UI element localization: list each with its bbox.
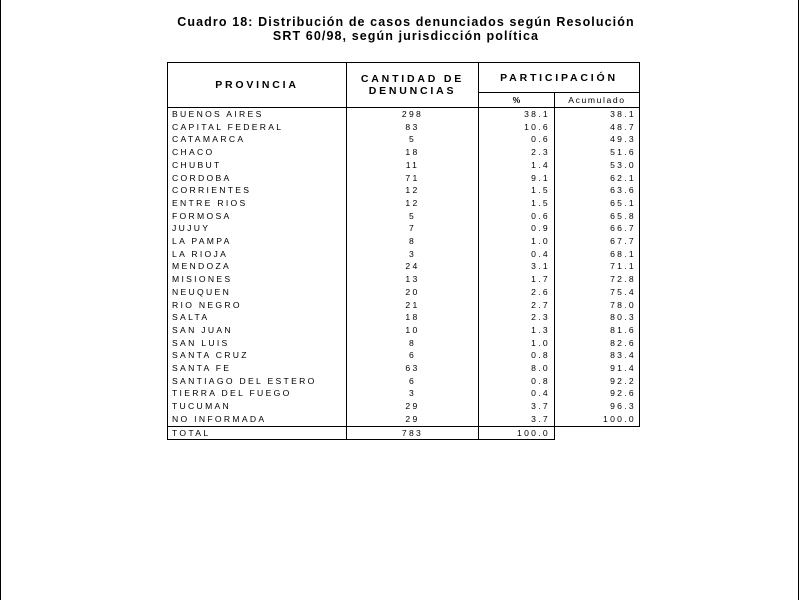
row-provincia: LA RIOJA [168, 248, 347, 261]
row-pct: 0.6 [479, 133, 555, 146]
table-row [168, 121, 640, 134]
row-provincia: SANTIAGO DEL ESTERO [168, 375, 347, 388]
row-pct: 0.4 [479, 387, 555, 400]
row-cantidad: 8 [347, 337, 479, 350]
row-acumulado: 100.0 [555, 413, 640, 426]
row-pct: 9.1 [479, 172, 555, 185]
row-acumulado: 62.1 [555, 172, 640, 185]
row-acumulado: 82.6 [555, 337, 640, 350]
table-row [168, 222, 640, 235]
row-pct: 1.0 [479, 235, 555, 248]
row-provincia: NO INFORMADA [168, 413, 347, 426]
row-cantidad: 63 [347, 362, 479, 375]
table-row [168, 375, 640, 388]
row-pct: 3.7 [479, 400, 555, 413]
row-pct: 2.6 [479, 286, 555, 299]
row-acumulado: 48.7 [555, 121, 640, 134]
table-row [168, 286, 640, 299]
row-acumulado: 66.7 [555, 222, 640, 235]
table-row [168, 248, 640, 261]
row-provincia: SAN JUAN [168, 324, 347, 337]
row-acumulado: 65.8 [555, 210, 640, 223]
table-body [168, 108, 640, 427]
row-acumulado: 68.1 [555, 248, 640, 261]
row-pct: 2.7 [479, 299, 555, 312]
row-provincia: SAN LUIS [168, 337, 347, 350]
row-provincia: SALTA [168, 311, 347, 324]
table-row [168, 324, 640, 337]
row-pct: 0.9 [479, 222, 555, 235]
window-right-border [798, 0, 799, 600]
title-line-1: Cuadro 18: Distribución de casos denunciados según Resolución [177, 15, 635, 29]
row-cantidad: 10 [347, 324, 479, 337]
row-acumulado: 71.1 [555, 260, 640, 273]
row-pct: 3.1 [479, 260, 555, 273]
row-acumulado: 81.6 [555, 324, 640, 337]
row-provincia: SANTA FE [168, 362, 347, 375]
row-acumulado: 38.1 [555, 108, 640, 121]
row-provincia: CHUBUT [168, 159, 347, 172]
row-provincia: CORDOBA [168, 172, 347, 185]
row-cantidad: 12 [347, 197, 479, 210]
row-pct: 38.1 [479, 108, 555, 121]
row-acumulado: 96.3 [555, 400, 640, 413]
row-acumulado: 51.6 [555, 146, 640, 159]
row-acumulado: 49.3 [555, 133, 640, 146]
table-row [168, 337, 640, 350]
header-cantidad-line1: CANTIDAD DE [360, 73, 465, 85]
row-acumulado: 83.4 [555, 349, 640, 362]
row-cantidad: 71 [347, 172, 479, 185]
row-cantidad: 24 [347, 260, 479, 273]
row-acumulado: 92.2 [555, 375, 640, 388]
row-cantidad: 7 [347, 222, 479, 235]
row-pct: 1.0 [479, 337, 555, 350]
table-row [168, 273, 640, 286]
row-provincia: RIO NEGRO [168, 299, 347, 312]
table-row [168, 311, 640, 324]
row-cantidad: 3 [347, 387, 479, 400]
row-provincia: LA PAMPA [168, 235, 347, 248]
row-cantidad: 6 [347, 349, 479, 362]
table-row [168, 349, 640, 362]
row-acumulado: 65.1 [555, 197, 640, 210]
row-provincia: CAPITAL FEDERAL [168, 121, 347, 134]
row-pct: 1.4 [479, 159, 555, 172]
row-acumulado: 67.7 [555, 235, 640, 248]
header-cantidad-line2: DENUNCIAS [368, 85, 457, 97]
header-acumulado: Acumulado [555, 93, 640, 108]
row-pct: 0.8 [479, 375, 555, 388]
distribution-table [167, 62, 640, 440]
row-acumulado: 75.4 [555, 286, 640, 299]
row-cantidad: 11 [347, 159, 479, 172]
row-acumulado: 78.0 [555, 299, 640, 312]
row-pct: 0.4 [479, 248, 555, 261]
table-title [0, 15, 800, 43]
table-row [168, 108, 640, 121]
row-cantidad: 12 [347, 184, 479, 197]
row-cantidad: 6 [347, 375, 479, 388]
row-cantidad: 18 [347, 311, 479, 324]
row-provincia: TUCUMAN [168, 400, 347, 413]
row-pct: 1.3 [479, 324, 555, 337]
row-acumulado: 80.3 [555, 311, 640, 324]
row-cantidad: 29 [347, 400, 479, 413]
table-row [168, 413, 640, 426]
row-pct: 8.0 [479, 362, 555, 375]
row-cantidad: 21 [347, 299, 479, 312]
title-line-2: SRT 60/98, según jurisdicción política [272, 29, 540, 43]
row-cantidad: 298 [347, 108, 479, 121]
total-pct: 100.0 [479, 426, 555, 440]
table-row [168, 387, 640, 400]
table-row [168, 159, 640, 172]
row-provincia: MISIONES [168, 273, 347, 286]
row-provincia: BUENOS AIRES [168, 108, 347, 121]
row-cantidad: 13 [347, 273, 479, 286]
row-cantidad: 83 [347, 121, 479, 134]
row-pct: 1.5 [479, 184, 555, 197]
row-cantidad: 18 [347, 146, 479, 159]
row-provincia: NEUQUEN [168, 286, 347, 299]
row-cantidad: 5 [347, 133, 479, 146]
header-participacion: PARTICIPACIÓN [479, 63, 640, 93]
row-cantidad: 3 [347, 248, 479, 261]
total-cantidad: 783 [347, 426, 479, 440]
header-pct: % [479, 93, 555, 108]
row-provincia: CATAMARCA [168, 133, 347, 146]
row-pct: 1.5 [479, 197, 555, 210]
window-left-border [0, 0, 1, 600]
table-row [168, 260, 640, 273]
row-pct: 2.3 [479, 311, 555, 324]
total-row [168, 426, 640, 440]
table-row [168, 184, 640, 197]
table-row [168, 146, 640, 159]
row-pct: 10.6 [479, 121, 555, 134]
table-row [168, 299, 640, 312]
row-cantidad: 8 [347, 235, 479, 248]
row-pct: 2.3 [479, 146, 555, 159]
row-acumulado: 72.8 [555, 273, 640, 286]
header-provincia: PROVINCIA [168, 63, 347, 108]
row-acumulado: 53.0 [555, 159, 640, 172]
table-row [168, 400, 640, 413]
row-cantidad: 20 [347, 286, 479, 299]
row-acumulado: 92.6 [555, 387, 640, 400]
row-acumulado: 91.4 [555, 362, 640, 375]
row-provincia: MENDOZA [168, 260, 347, 273]
table-row [168, 210, 640, 223]
table-row [168, 197, 640, 210]
row-provincia: FORMOSA [168, 210, 347, 223]
total-empty-cell [555, 426, 640, 440]
row-pct: 0.8 [479, 349, 555, 362]
row-provincia: CORRIENTES [168, 184, 347, 197]
row-pct: 1.7 [479, 273, 555, 286]
table-row [168, 235, 640, 248]
table-row [168, 133, 640, 146]
row-provincia: SANTA CRUZ [168, 349, 347, 362]
row-acumulado: 63.6 [555, 184, 640, 197]
row-provincia: JUJUY [168, 222, 347, 235]
row-provincia: CHACO [168, 146, 347, 159]
row-provincia: ENTRE RIOS [168, 197, 347, 210]
row-pct: 3.7 [479, 413, 555, 426]
row-provincia: TIERRA DEL FUEGO [168, 387, 347, 400]
row-pct: 0.6 [479, 210, 555, 223]
header-cantidad [347, 63, 479, 108]
row-cantidad: 5 [347, 210, 479, 223]
row-cantidad: 29 [347, 413, 479, 426]
total-label: TOTAL [168, 426, 347, 440]
table-row [168, 362, 640, 375]
table-row [168, 172, 640, 185]
